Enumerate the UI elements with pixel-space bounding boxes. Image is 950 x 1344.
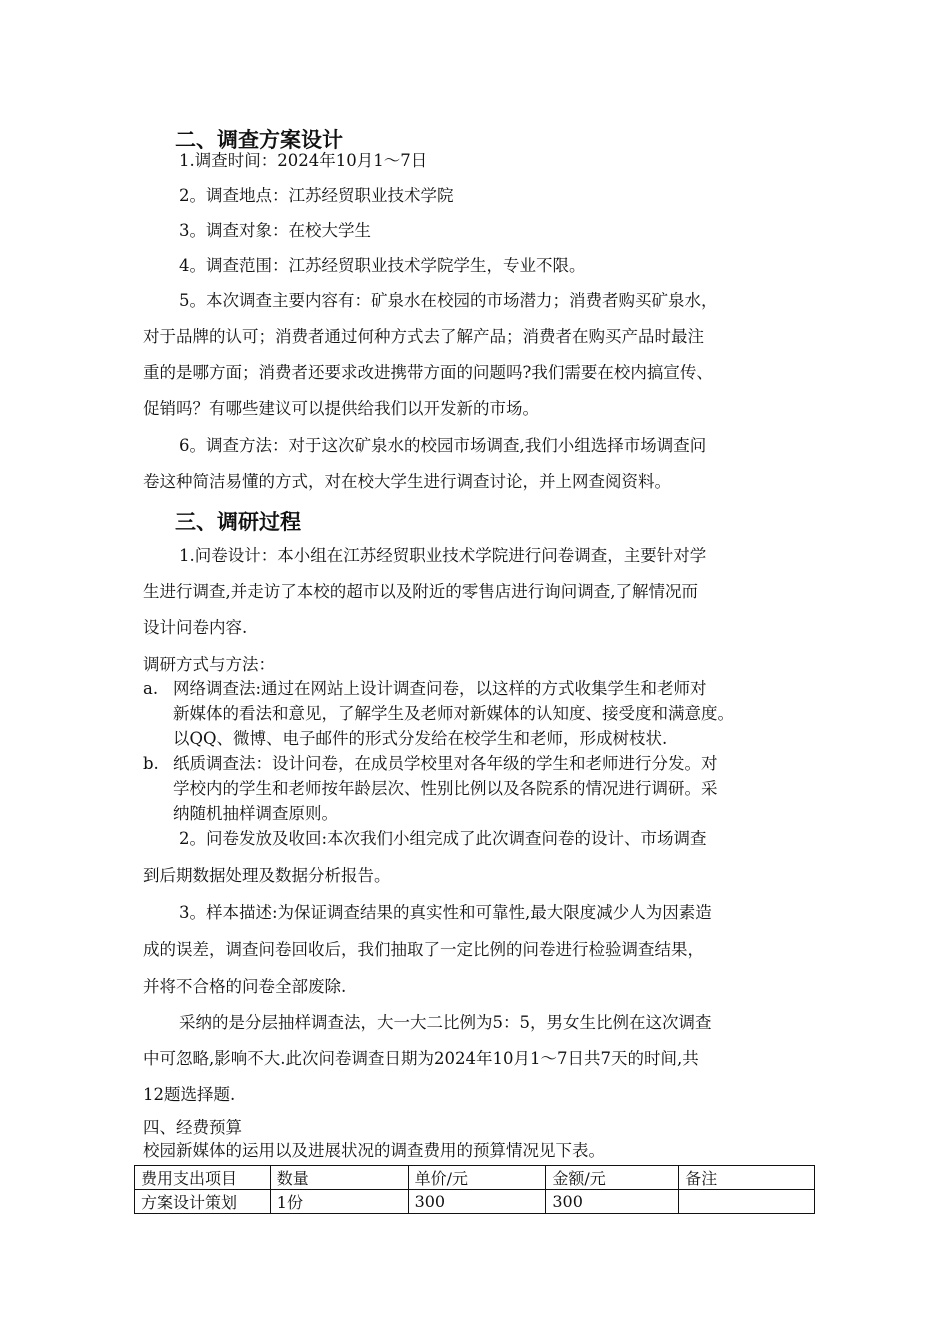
content-line: 5。本次调查主要内容有：矿泉水在校园的市场潜力；消费者购买矿泉水， bbox=[179, 291, 718, 310]
list-item-line: 新媒体的看法和意见，了解学生及老师对新媒体的认知度、接受度和满意度。 bbox=[173, 704, 734, 723]
budget-intro: 校园新媒体的运用以及进展状况的调查费用的预算情况见下表。 bbox=[143, 1141, 605, 1160]
section2-heading: 二、调查方案设计 bbox=[175, 128, 343, 152]
list-item-line: 以QQ、微博、电子邮件的形式分发给在校学生和老师，形成树枝状. bbox=[173, 729, 668, 748]
table-cell: 300 bbox=[546, 1190, 679, 1214]
survey-subject: 3。调查对象：在校大学生 bbox=[179, 221, 371, 240]
paragraph-line: 1.问卷设计：本小组在江苏经贸职业技术学院进行问卷调查，主要针对学 bbox=[179, 546, 707, 565]
list-marker: a. bbox=[143, 679, 159, 698]
content-line: 重的是哪方面；消费者还要求改进携带方面的问题吗?我们需要在校内搞宣传、 bbox=[143, 363, 713, 382]
paragraph-line: 到后期数据处理及数据分析报告。 bbox=[143, 866, 391, 885]
paragraph-line: 中可忽略,影响不大.此次问卷调查日期为2024年10月1～7日共7天的时间,共 bbox=[143, 1049, 699, 1068]
survey-scope: 4。调查范围：江苏经贸职业技术学院学生，专业不限。 bbox=[179, 256, 586, 275]
list-item-line: 网络调查法:通过在网站上设计调查问卷，以这样的方式收集学生和老师对 bbox=[173, 679, 707, 698]
table-header-cell: 备注 bbox=[679, 1166, 815, 1190]
section4-heading: 四、经费预算 bbox=[143, 1118, 242, 1137]
paragraph-line: 并将不合格的问卷全部废除. bbox=[143, 977, 347, 996]
paragraph-line: 3。样本描述:为保证调查结果的真实性和可靠性,最大限度减少人为因素造 bbox=[179, 903, 712, 922]
paragraph-line: 12题选择题. bbox=[143, 1085, 236, 1104]
paragraph-line: 2。问卷发放及收回:本次我们小组完成了此次调查问卷的设计、市场调查 bbox=[179, 829, 707, 848]
paragraph-line: 成的误差，调查问卷回收后，我们抽取了一定比例的问卷进行检验调查结果， bbox=[143, 940, 704, 959]
table-header-cell: 数量 bbox=[270, 1166, 408, 1190]
table-header-row bbox=[135, 1166, 815, 1190]
table-cell: 方案设计策划 bbox=[135, 1190, 271, 1214]
table-header-cell: 单价/元 bbox=[408, 1166, 546, 1190]
content-line: 对于品牌的认可；消费者通过何种方式去了解产品；消费者在购买产品时最注 bbox=[143, 327, 704, 346]
paragraph-line: 采纳的是分层抽样调查法，大一大二比例为5：5，男女生比例在这次调查 bbox=[179, 1013, 712, 1032]
paragraph-line: 生进行调查,并走访了本校的超市以及附近的零售店进行询问调查,了解情况而 bbox=[143, 582, 698, 601]
table-header-cell: 金额/元 bbox=[546, 1166, 679, 1190]
survey-location: 2。调查地点：江苏经贸职业技术学院 bbox=[179, 186, 454, 205]
list-marker: b. bbox=[143, 754, 159, 773]
paragraph-line: 设计问卷内容. bbox=[143, 618, 248, 637]
content-line: 促销吗？有哪些建议可以提供给我们以开发新的市场。 bbox=[143, 399, 539, 418]
table-cell: 300 bbox=[408, 1190, 546, 1214]
methods-title: 调研方式与方法： bbox=[143, 655, 275, 674]
table-cell: 1份 bbox=[270, 1190, 408, 1214]
section3-heading: 三、调研过程 bbox=[175, 510, 301, 534]
list-item-line: 纸质调查法：设计问卷，在成员学校里对各年级的学生和老师进行分发。对 bbox=[173, 754, 718, 773]
table-cell bbox=[679, 1190, 815, 1214]
survey-time: 1.调查时间：2024年10月1～7日 bbox=[179, 151, 428, 170]
budget-table bbox=[134, 1165, 815, 1214]
list-item-line: 学校内的学生和老师按年龄层次、性别比例以及各院系的情况进行调研。采 bbox=[173, 779, 718, 798]
list-item-line: 纳随机抽样调查原则。 bbox=[173, 804, 338, 823]
method-line: 6。调查方法：对于这次矿泉水的校园市场调查,我们小组选择市场调查问 bbox=[179, 436, 707, 455]
table-header-cell: 费用支出项目 bbox=[135, 1166, 271, 1190]
method-line: 卷这种简洁易懂的方式，对在校大学生进行调查讨论，并上网查阅资料。 bbox=[143, 472, 671, 491]
table-row bbox=[135, 1190, 815, 1214]
